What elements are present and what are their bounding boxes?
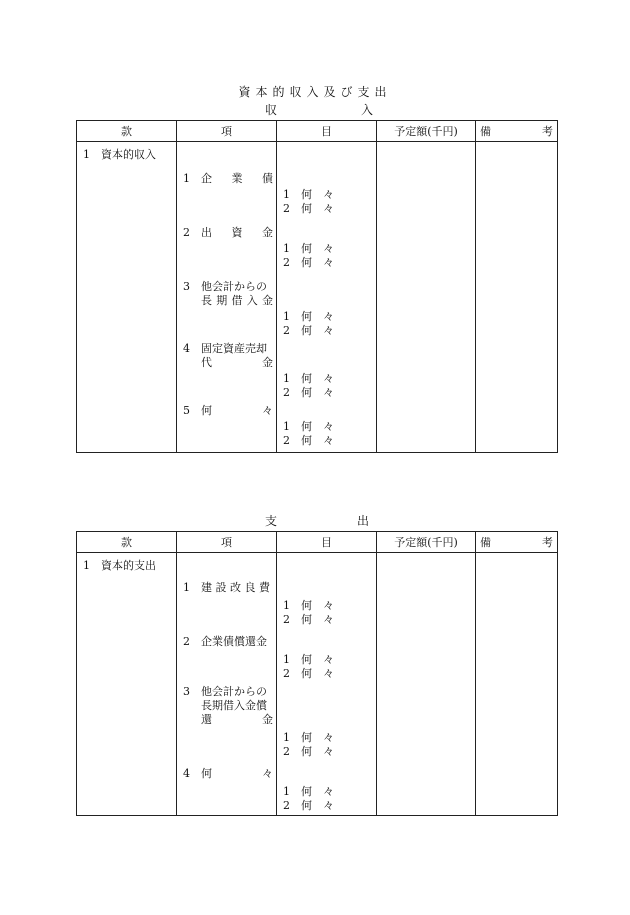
- kou-label: 企 業 債: [201, 172, 273, 185]
- header-biko-left: 備: [480, 536, 491, 549]
- moku-item-2: 2 何 々: [283, 324, 334, 337]
- moku-item-2: 2 何 々: [283, 386, 334, 399]
- moku-cell: [277, 553, 377, 816]
- biko-cell: [476, 142, 558, 453]
- kou-label-line3: 還 金: [201, 713, 273, 726]
- kou-label-line2: 長期借入金償: [201, 699, 267, 712]
- expense-heading-right: 出: [357, 514, 370, 528]
- kou-label: 出 資 金: [201, 226, 273, 239]
- moku-item-1: 1 何 々: [283, 310, 334, 323]
- expense-table: [76, 531, 558, 816]
- moku-item-2: 2 何 々: [283, 434, 334, 447]
- header-kan: 款: [77, 121, 177, 142]
- kou-num: 4: [183, 342, 190, 355]
- income-table: [76, 120, 558, 453]
- kou-num: 5: [183, 404, 190, 417]
- kan-label: 1 資本的収入: [83, 148, 156, 161]
- header-biko: [476, 532, 558, 553]
- expense-heading-left: 支: [265, 514, 278, 528]
- kou-label: 固定資産売却: [201, 342, 267, 355]
- income-heading-left: 収: [265, 103, 278, 117]
- header-kan: 款: [77, 532, 177, 553]
- biko-cell: [476, 553, 558, 816]
- kou-num: 1: [183, 172, 190, 185]
- header-amount: 予定額(千円): [377, 121, 476, 142]
- kou-label: 何 々: [201, 404, 273, 417]
- header-biko-right: 考: [542, 125, 553, 138]
- header-kou: 項: [177, 121, 277, 142]
- kan-cell: [77, 553, 177, 816]
- moku-item-2: 2 何 々: [283, 667, 334, 680]
- kou-num: 4: [183, 767, 190, 780]
- moku-item-1: 1 何 々: [283, 372, 334, 385]
- moku-item-2: 2 何 々: [283, 799, 334, 812]
- moku-item-1: 1 何 々: [283, 653, 334, 666]
- header-biko-right: 考: [542, 536, 553, 549]
- header-moku: 目: [277, 121, 377, 142]
- kou-label-line2: 長 期 借 入 金: [201, 294, 273, 307]
- moku-item-2: 2 何 々: [283, 745, 334, 758]
- moku-item-1: 1 何 々: [283, 242, 334, 255]
- kou-label: 他会計からの: [201, 685, 267, 698]
- kan-label: 1 資本的支出: [83, 559, 156, 572]
- kou-num: 3: [183, 685, 190, 698]
- kou-num: 3: [183, 280, 190, 293]
- kou-label: 他会計からの: [201, 280, 267, 293]
- header-biko: [476, 121, 558, 142]
- moku-item-1: 1 何 々: [283, 188, 334, 201]
- kou-label: 何 々: [201, 767, 273, 780]
- moku-item-2: 2 何 々: [283, 202, 334, 215]
- header-moku: 目: [277, 532, 377, 553]
- page-title: 資本的収入及び支出: [238, 85, 392, 99]
- moku-item-1: 1 何 々: [283, 599, 334, 612]
- kou-cell: [177, 553, 277, 816]
- moku-item-1: 1 何 々: [283, 420, 334, 433]
- moku-item-1: 1 何 々: [283, 785, 334, 798]
- kan-cell: [77, 142, 177, 453]
- kou-label: 建 設 改 良 費: [201, 581, 270, 594]
- moku-item-2: 2 何 々: [283, 613, 334, 626]
- income-heading-right: 入: [361, 103, 374, 117]
- moku-item-1: 1 何 々: [283, 731, 334, 744]
- moku-cell: [277, 142, 377, 453]
- kou-num: 2: [183, 226, 190, 239]
- kou-num: 2: [183, 635, 190, 648]
- header-amount: 予定額(千円): [377, 532, 476, 553]
- amount-cell: [377, 553, 476, 816]
- kou-label-line2: 代 金: [201, 356, 273, 369]
- amount-cell: [377, 142, 476, 453]
- kou-label: 企業債償還金: [201, 635, 267, 648]
- moku-item-2: 2 何 々: [283, 256, 334, 269]
- kou-cell: [177, 142, 277, 453]
- kou-num: 1: [183, 581, 190, 594]
- header-biko-left: 備: [480, 125, 491, 138]
- header-kou: 項: [177, 532, 277, 553]
